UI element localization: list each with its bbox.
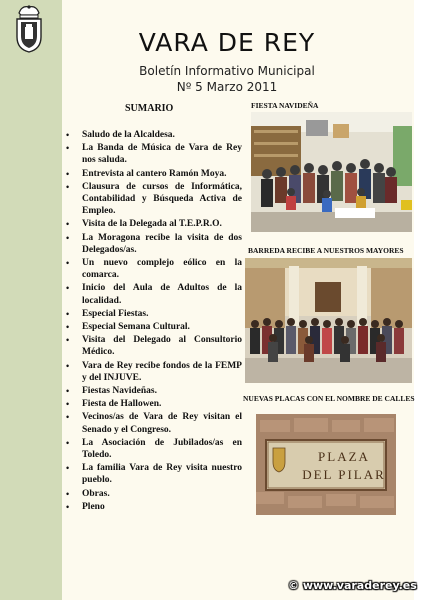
summary-item: • Visita del Delegado al Consultorio Médico. (66, 334, 242, 358)
christmas-party-photo (251, 112, 412, 232)
summary-item: • Especial Fiestas. (66, 308, 242, 320)
summary-item: • Visita de la Delegada al T.E.P.R.O. (66, 218, 242, 230)
photo-caption-placas: NUEVAS PLACAS CON EL NOMBRE DE CALLES (243, 394, 415, 403)
summary-heading: SUMARIO (125, 103, 174, 114)
summary-item: • Fiestas Navideñas. (66, 385, 242, 397)
issue-line: Nº 5 Marzo 2011 (176, 80, 278, 94)
left-sidebar (0, 0, 62, 600)
summary-item: • Saludo de la Alcaldesa. (66, 129, 242, 141)
photo-caption-christmas: FIESTA NAVIDEÑA (251, 101, 319, 110)
summary-item: • Vara de Rey recibe fondos de la FEMP y del INJUVE. (66, 360, 242, 384)
summary-item: • Especial Semana Cultural. (66, 321, 242, 333)
newsletter-subtitle (62, 63, 392, 95)
summary-item: • Un nuevo complejo eólico en la comarca. (66, 257, 242, 281)
summary-item: • La Banda de Música de Vara de Rey nos saluda. (66, 142, 242, 166)
street-sign-text (296, 448, 392, 484)
summary-list (66, 129, 242, 514)
right-margin (414, 0, 442, 600)
website-footer: © www.varaderey.es (288, 579, 417, 592)
street-sign-photo (256, 414, 396, 515)
coat-of-arms-icon (13, 3, 45, 53)
summary-item: • Pleno (66, 501, 242, 513)
summary-item: • Fiesta de Hallowen. (66, 398, 242, 410)
sign-line-1: PLAZA (318, 449, 370, 464)
summary-item: • Obras. (66, 488, 242, 500)
photo-caption-barreda: BARREDA RECIBE A NUESTROS MAYORES (248, 246, 404, 255)
summary-item: • La Moragona recibe la visita de dos Delegados/as. (66, 232, 242, 256)
barreda-group-photo (245, 258, 412, 383)
summary-item: • Clausura de cursos de Informática, Contabilidad y Búsqueda Activa de Empleo. (66, 181, 242, 218)
summary-item: • La Asociación de Jubilados/as en Toledo. (66, 437, 242, 461)
summary-item: • Entrevista al cantero Ramón Moya. (66, 168, 242, 180)
summary-item: • Vecinos/as de Vara de Rey visitan el Senado y el Congreso. (66, 411, 242, 435)
summary-item: • Inicio del Aula de Adultos de la localidad. (66, 282, 242, 306)
subtitle-line: Boletín Informativo Municipal (139, 64, 315, 78)
sign-line-2: DEL PILAR (302, 467, 386, 482)
newsletter-title: VARA DE REY (138, 28, 316, 57)
summary-item: • La familia Vara de Rey visita nuestro pueblo. (66, 462, 242, 486)
